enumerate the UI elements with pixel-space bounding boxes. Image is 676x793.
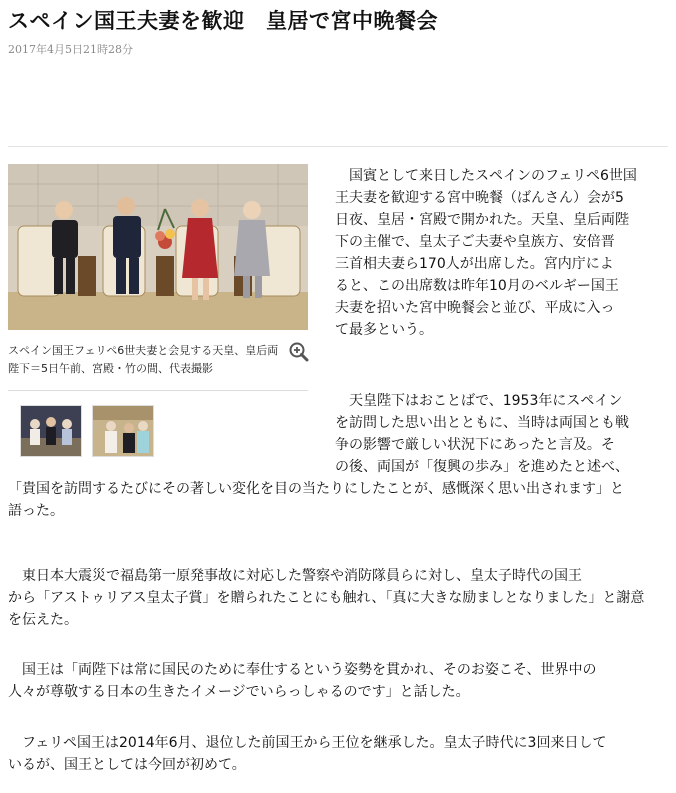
text-line: ると、この出席数は昨年10月のベルギー国王 bbox=[335, 278, 619, 294]
text-line: 「貴国を訪問するたびにその著しい変化を目の当たりにしたことが、感慨深く思い出されます」と bbox=[8, 481, 624, 497]
caption-divider bbox=[8, 390, 308, 391]
text-line: て最多という。 bbox=[335, 322, 433, 338]
text-line: 三首相夫妻ら170人が出席した。宮内庁によ bbox=[335, 256, 614, 272]
article-paragraph-3 bbox=[8, 565, 668, 631]
caption-line: スペイン国王フェリペ6世夫妻と会見する天皇、皇后両 bbox=[8, 344, 279, 357]
text-line: を伝えた。 bbox=[8, 612, 78, 628]
article-timestamp: 2017年4月5日21時28分 bbox=[8, 43, 133, 56]
main-photo[interactable] bbox=[8, 164, 308, 330]
text-line bbox=[8, 659, 668, 681]
text-line: 語った。 bbox=[8, 503, 64, 519]
text-line: 国賓として来日したスペインのフェリペ6世国 bbox=[349, 168, 637, 184]
text-line-content: 国王は「両陛下は常に国民のために奉仕するという姿勢を貫かれ、そのお姿こそ、世界中の bbox=[22, 662, 597, 678]
article-paragraph-1 bbox=[335, 165, 663, 341]
text-line-content: 東日本大震災で福島第一原発事故に対応した警察や消防隊員らに対し、皇太子時代の国王 bbox=[22, 568, 582, 584]
text-line: 天皇陛下はおことばで、1953年にスペイン bbox=[349, 393, 623, 409]
text-line: 夫妻を招いた宮中晩餐会と並び、平成に入っ bbox=[335, 300, 615, 316]
text-line: 争の影響で厳しい状況下にあったと言及。そ bbox=[335, 437, 615, 453]
text-line-content: フェリペ国王は2014年6月、退位した前国王から王位を継承した。皇太子時代に3回来日して bbox=[22, 735, 607, 751]
thumbnail-2[interactable] bbox=[92, 405, 154, 457]
text-line: を訪問した思い出とともに、当時は両国とも戦 bbox=[335, 415, 629, 431]
article-paragraph-5 bbox=[8, 732, 668, 776]
article-headline: スペイン国王夫妻を歓迎 皇居で宮中晩餐会 bbox=[8, 9, 438, 33]
header-divider bbox=[8, 146, 668, 147]
text-line: の後、両国が「復興の歩み」を進めたと述べ、 bbox=[335, 459, 629, 475]
text-line: 下の主催で、皇太子ご夫妻や皇族方、安倍晋 bbox=[335, 234, 615, 250]
text-line: 王夫妻を歓迎する宮中晩餐（ばんさん）会が5 bbox=[335, 190, 624, 206]
article-paragraph-2 bbox=[335, 390, 663, 478]
article-paragraph-4 bbox=[8, 659, 668, 703]
caption-line: 陛下＝5日午前、宮殿・竹の間、代表撮影 bbox=[8, 362, 213, 375]
article-paragraph-2-continued bbox=[8, 478, 668, 522]
photo-caption bbox=[8, 342, 286, 378]
text-line: から「アストゥリアス皇太子賞」を贈られたことにも触れ、「真に大きな励ましとなりました」と謝意 bbox=[8, 590, 645, 606]
text-line: いるが、国王としては今回が初めて。 bbox=[8, 757, 246, 773]
text-line: 人々が尊敬する日本の生きたイメージでいらっしゃるのです」と話した。 bbox=[8, 684, 470, 700]
text-line: 日夜、皇居・宮殿で開かれた。天皇、皇后両陛 bbox=[335, 212, 629, 228]
text-line bbox=[8, 732, 668, 754]
text-line bbox=[8, 565, 668, 587]
thumbnail-1[interactable] bbox=[20, 405, 82, 457]
zoom-in-icon[interactable] bbox=[288, 342, 310, 362]
